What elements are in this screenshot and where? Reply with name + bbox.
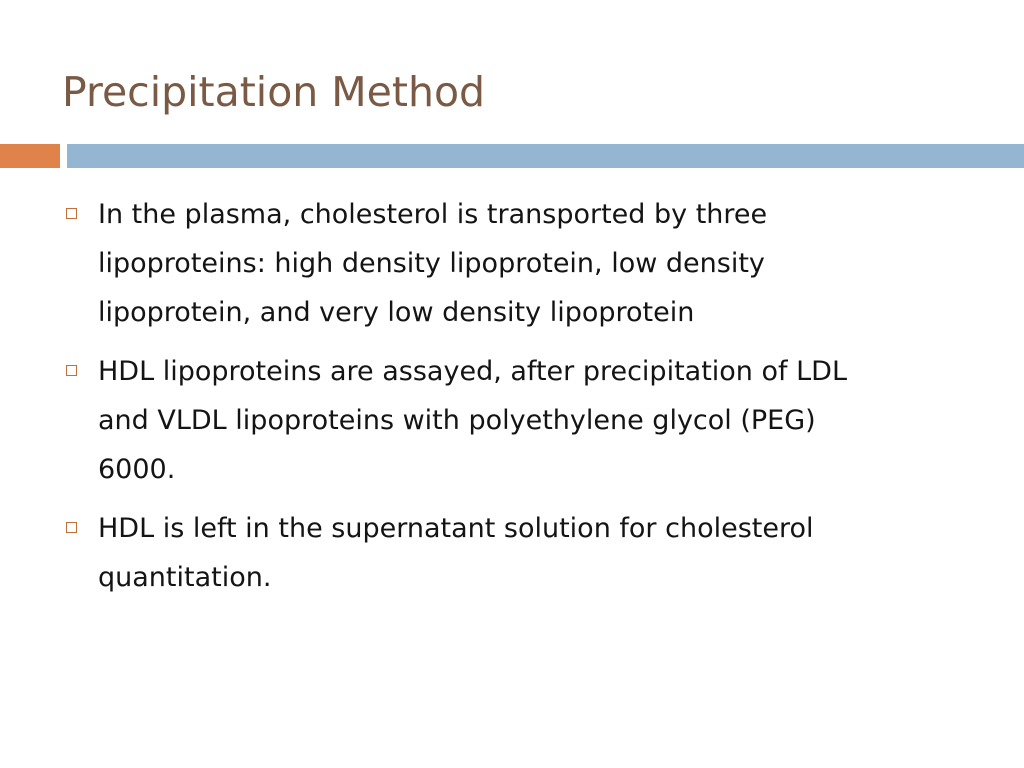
bullet-text: HDL lipoproteins are assayed, after precipitation of LDL and VLDL lipoproteins with polyethylene glycol (PEG) 6000.: [98, 356, 847, 485]
hollow-square-bullet-icon: [66, 208, 77, 219]
bullet-item: [66, 347, 886, 494]
accent-bar-orange: [0, 144, 60, 168]
hollow-square-bullet-icon: [66, 365, 77, 376]
bullet-list: [66, 190, 886, 612]
slide-title: Precipitation Method: [62, 68, 486, 116]
hollow-square-bullet-icon: [66, 522, 77, 533]
bullet-text: In the plasma, cholesterol is transported by three lipoproteins: high density lipoprotein, low density lipoprotein, and very low density lipoprotein: [98, 199, 768, 328]
accent-bar-blue: [67, 144, 1024, 168]
bullet-item: [66, 504, 886, 602]
bullet-item: [66, 190, 886, 337]
bullet-text: HDL is left in the supernatant solution for cholesterol quantitation.: [98, 513, 814, 593]
